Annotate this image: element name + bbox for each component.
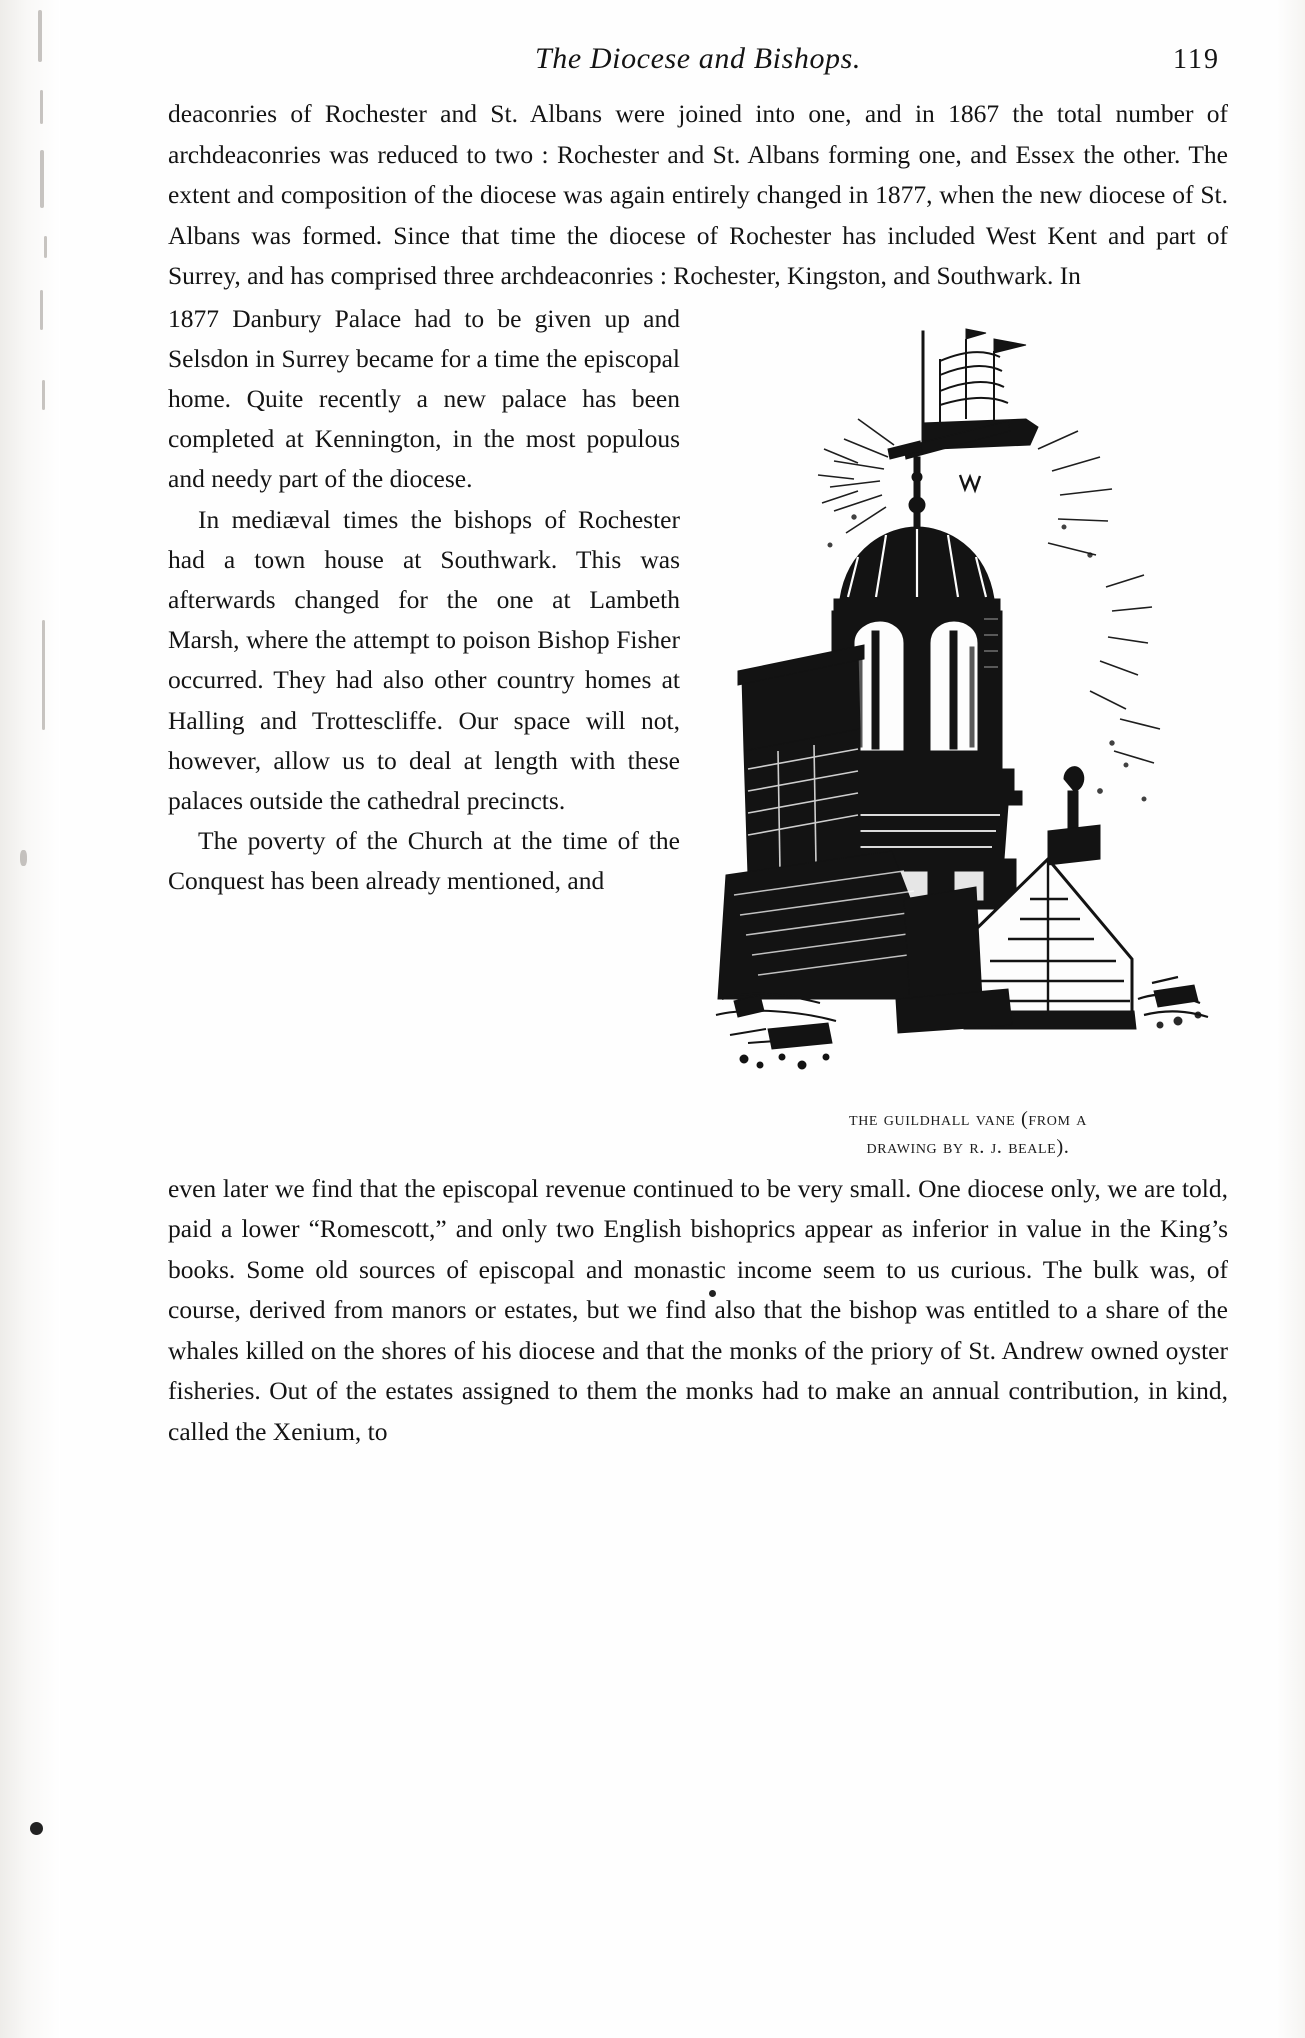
figure-caption-line-2: drawing by r. j. beale). (866, 1135, 1070, 1158)
running-head (168, 24, 1228, 94)
gutter-mark (44, 236, 47, 258)
paragraph-opening: deaconries of Rochester and St. Albans were joined into one, and in 1867 the total number of archdeaconries was reduced to two : Rochester and St. Albans forming one, and Essex the other. The extent and composition of the diocese was again entirely changed in 1877, when the new diocese of St. Albans was formed. Since that time the diocese of Rochester has included West Kent and part of Surrey, and has comprised three archdeaconries : Rochester, Kingston, and Southwark. In (168, 99, 1228, 290)
paragraph-column-3: The poverty of the Church at the time of the Conquest has been already mentioned, and (168, 826, 680, 896)
figure-caption (708, 1105, 1228, 1161)
paragraph-closing: even later we find that the episcopal revenue continued to be very small. One diocese only, we are told, paid a lower “Romescott,” and only two English bishoprics appear as inferior in value in the King’s books. Some old sources of episcopal and monastic income seem to us curious. The bulk was, of course, derived from manors or estates, but we find also that the bishop was entitled to a share of the whales killed on the shores of his diocese and that the monks of the priory of St. Andrew owned oyster fisheries. Out of the estates assigned to them the monks had to make an annual contribution, in kind, called the Xenium, to (168, 1173, 1228, 1446)
tail-block (168, 1167, 1228, 1453)
ink-speck (30, 1822, 43, 1835)
engraving-guildhall-vane (708, 299, 1228, 1099)
figure-guildhall-vane (708, 299, 1228, 1161)
gutter-mark (40, 290, 43, 330)
text-figure-wrap (168, 299, 1228, 1158)
gutter-mark (38, 10, 42, 62)
gutter-mark (20, 850, 27, 866)
gutter-mark (42, 380, 45, 410)
gutter-mark (40, 90, 43, 124)
paragraph-column-2: In mediæval times the bishops of Rochester had a town house at Southwark. This was afterwards changed for the one at Lambeth Marsh, where the attempt to poison Bishop Fisher occurred. They had also other country homes at Halling and Trottescliffe. Our space will not, however, allow us to deal at length with these palaces outside the cathedral precincts. (168, 504, 680, 815)
running-head-title: The Diocese and Bishops. (534, 42, 862, 75)
page-content (168, 24, 1228, 1452)
figure-caption-line-1: the guildhall vane (from a (849, 1107, 1087, 1130)
gutter-mark (40, 150, 44, 208)
gutter-mark (42, 620, 45, 730)
page-number: 119 (1173, 44, 1220, 75)
paragraph-column-1: 1877 Danbury Palace had to be given up and Selsdon in Surrey became for a time the episcopal home. Quite recently a new palace has been completed at Kennington, in the most populous and needy part of the diocese. (168, 303, 680, 494)
